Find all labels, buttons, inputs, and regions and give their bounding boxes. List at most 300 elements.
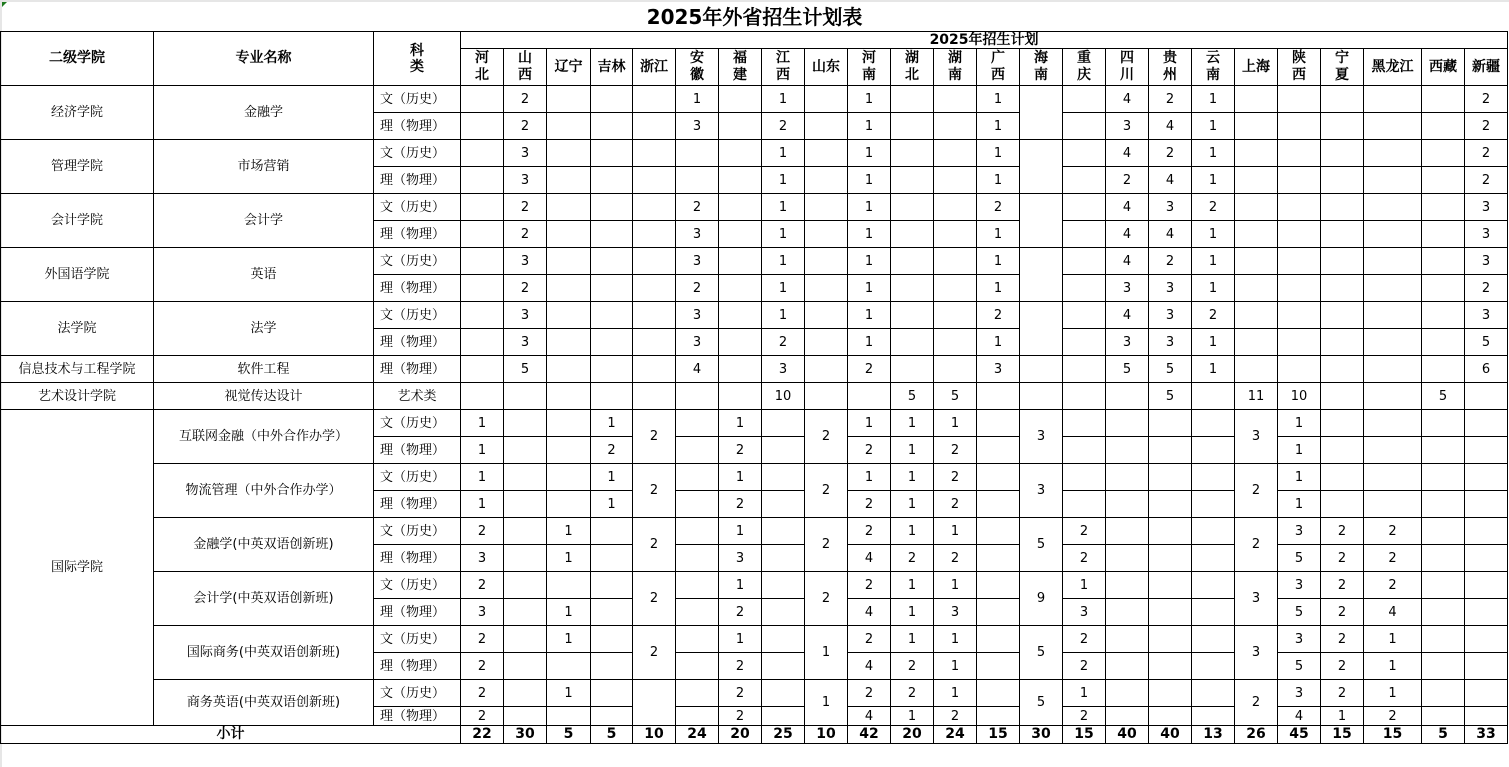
plan-cell [762,599,805,626]
plan-cell: 2 [1321,626,1364,653]
subtotal-cell: 24 [676,726,719,744]
plan-cell [1321,491,1364,518]
plan-cell: 5 [1422,383,1465,410]
plan-cell [1235,302,1278,329]
plan-cell [1364,410,1422,437]
plan-cell [633,167,676,194]
plan-cell [676,626,719,653]
plan-cell [1063,329,1106,356]
plan-cell: 1 [1063,680,1106,707]
plan-cell [934,221,977,248]
plan-cell [676,545,719,572]
plan-cell: 3 [1235,572,1278,626]
category: 理（物理） [374,113,461,140]
plan-cell [934,113,977,140]
header-category: 科类 [374,32,461,86]
college-name: 外国语学院 [1,248,154,302]
major-name: 软件工程 [154,356,374,383]
category: 文（历史） [374,518,461,545]
plan-cell: 2 [1063,626,1106,653]
header-province: 安徽 [676,49,719,86]
plan-cell: 3 [977,356,1020,383]
plan-cell [762,626,805,653]
plan-cell: 1 [591,410,633,437]
plan-cell [504,707,547,726]
header-province: 新疆 [1465,49,1508,86]
plan-cell: 1 [762,275,805,302]
plan-cell: 1 [719,410,762,437]
plan-cell [547,140,591,167]
plan-cell [547,221,591,248]
plan-cell: 1 [977,275,1020,302]
plan-cell: 3 [676,302,719,329]
plan-cell: 2 [1063,518,1106,545]
plan-cell: 4 [848,653,891,680]
plan-cell [1465,707,1508,726]
plan-cell [1106,491,1149,518]
plan-cell [461,329,504,356]
plan-cell [1422,599,1465,626]
plan-cell: 2 [676,194,719,221]
plan-cell: 1 [1278,464,1321,491]
plan-cell: 4 [1278,707,1321,726]
plan-cell [1465,599,1508,626]
plan-cell: 11 [1235,383,1278,410]
plan-cell: 3 [461,545,504,572]
plan-cell [934,275,977,302]
plan-cell [805,356,848,383]
plan-cell [1422,572,1465,599]
plan-cell [1020,248,1063,302]
plan-cell [591,626,633,653]
college-name: 法学院 [1,302,154,356]
category: 文（历史） [374,410,461,437]
plan-cell [504,464,547,491]
plan-cell: 1 [891,518,934,545]
college-name: 信息技术与工程学院 [1,356,154,383]
plan-cell [719,194,762,221]
plan-cell [461,194,504,221]
plan-cell: 1 [1364,680,1422,707]
plan-cell: 1 [934,518,977,545]
plan-cell [504,545,547,572]
plan-cell [1192,491,1235,518]
plan-cell [1321,437,1364,464]
subtotal-cell: 45 [1278,726,1321,744]
plan-cell [1235,275,1278,302]
plan-cell: 2 [1063,545,1106,572]
plan-cell [547,410,591,437]
subtotal-cell: 5 [1422,726,1465,744]
plan-cell: 1 [977,113,1020,140]
plan-cell [461,140,504,167]
plan-cell: 2 [1364,518,1422,545]
plan-cell: 4 [1106,86,1149,113]
plan-cell [1192,383,1235,410]
plan-cell: 1 [1278,410,1321,437]
subtotal-cell: 40 [1149,726,1192,744]
plan-cell: 2 [848,680,891,707]
plan-cell [504,437,547,464]
plan-cell: 2 [719,707,762,726]
plan-cell: 2 [934,545,977,572]
plan-cell [1364,194,1422,221]
plan-cell [1465,545,1508,572]
subtotal-cell: 15 [977,726,1020,744]
plan-cell [977,626,1020,653]
plan-cell [1063,221,1106,248]
plan-cell: 3 [1278,626,1321,653]
plan-cell: 4 [1106,248,1149,275]
plan-cell: 2 [1364,707,1422,726]
plan-cell [977,464,1020,491]
plan-cell [719,383,762,410]
plan-cell [1192,599,1235,626]
plan-cell [1465,491,1508,518]
plan-cell [633,356,676,383]
subtotal-cell: 10 [633,726,676,744]
college-name: 管理学院 [1,140,154,194]
plan-cell: 1 [891,626,934,653]
plan-cell [1422,275,1465,302]
plan-cell: 2 [1465,113,1508,140]
plan-cell: 1 [1192,140,1235,167]
plan-cell: 2 [891,545,934,572]
plan-cell [547,653,591,680]
plan-cell [1422,626,1465,653]
plan-cell [977,680,1020,707]
plan-cell [504,653,547,680]
plan-cell [461,356,504,383]
plan-cell [1192,680,1235,707]
plan-cell [1235,248,1278,275]
category: 文（历史） [374,248,461,275]
plan-cell [461,167,504,194]
plan-cell: 2 [676,275,719,302]
plan-cell [1364,464,1422,491]
plan-cell: 4 [848,545,891,572]
plan-cell [1321,113,1364,140]
plan-cell [547,113,591,140]
plan-cell [977,572,1020,599]
category: 理（物理） [374,167,461,194]
plan-cell [1422,194,1465,221]
plan-cell [547,248,591,275]
plan-cell [762,518,805,545]
plan-cell [1422,464,1465,491]
sheet-title: 2025年外省招生计划表 [646,5,863,29]
plan-cell: 1 [547,518,591,545]
major-name: 市场营销 [154,140,374,194]
plan-cell: 2 [1149,248,1192,275]
plan-cell: 2 [504,194,547,221]
plan-cell: 2 [934,491,977,518]
header-province: 山西 [504,49,547,86]
plan-cell [977,599,1020,626]
category: 理（物理） [374,653,461,680]
table-row [1,464,1508,491]
plan-cell [461,86,504,113]
table-row [1,680,1508,707]
plan-cell [633,113,676,140]
plan-cell [1192,626,1235,653]
plan-cell [1149,410,1192,437]
plan-cell: 1 [547,626,591,653]
plan-cell [676,167,719,194]
plan-cell [719,248,762,275]
plan-cell [1422,329,1465,356]
plan-cell: 1 [1192,167,1235,194]
plan-cell: 3 [676,329,719,356]
major-name: 法学 [154,302,374,356]
plan-cell [1364,437,1422,464]
plan-cell: 4 [1106,221,1149,248]
major-name: 视觉传达设计 [154,383,374,410]
plan-cell: 3 [1063,599,1106,626]
plan-cell [547,194,591,221]
college-name: 经济学院 [1,86,154,140]
plan-cell: 1 [934,626,977,653]
plan-cell: 2 [1106,167,1149,194]
plan-cell [805,113,848,140]
plan-cell [1465,410,1508,437]
plan-cell: 2 [848,437,891,464]
header-province: 云南 [1192,49,1235,86]
category: 文（历史） [374,464,461,491]
plan-cell: 3 [504,329,547,356]
plan-cell [762,680,805,707]
plan-cell: 3 [504,302,547,329]
plan-cell: 2 [1321,680,1364,707]
plan-cell: 5 [1149,383,1192,410]
plan-cell [1192,518,1235,545]
plan-cell [591,572,633,599]
plan-cell [461,221,504,248]
plan-cell [1364,356,1422,383]
college-name: 国际学院 [1,410,154,726]
plan-cell: 2 [1465,275,1508,302]
plan-cell: 3 [1020,410,1063,464]
plan-cell: 2 [977,302,1020,329]
plan-cell [1106,464,1149,491]
plan-cell: 2 [1465,140,1508,167]
enrollment-plan-table [0,31,1508,744]
plan-cell [719,356,762,383]
plan-cell [891,221,934,248]
plan-cell: 1 [977,167,1020,194]
plan-cell: 1 [591,491,633,518]
plan-cell: 2 [762,329,805,356]
plan-cell: 3 [1465,194,1508,221]
plan-cell: 5 [1278,599,1321,626]
plan-cell [1235,356,1278,383]
table-row [1,140,1508,167]
plan-cell: 2 [805,518,848,572]
plan-cell [1321,221,1364,248]
plan-cell [1278,356,1321,383]
subtotal-cell: 15 [1321,726,1364,744]
plan-cell: 1 [719,626,762,653]
plan-cell [977,383,1020,410]
table-row [1,194,1508,221]
plan-cell: 2 [719,599,762,626]
subtotal-cell: 42 [848,726,891,744]
plan-cell: 5 [1020,680,1063,726]
plan-cell [848,383,891,410]
plan-cell [1465,464,1508,491]
plan-cell: 2 [591,437,633,464]
subtotal-cell: 25 [762,726,805,744]
plan-cell [1106,518,1149,545]
plan-cell [891,194,934,221]
plan-cell: 2 [633,626,676,680]
plan-cell: 1 [762,86,805,113]
subtotal-cell: 15 [1364,726,1422,744]
plan-cell [676,464,719,491]
plan-cell [977,437,1020,464]
plan-cell: 2 [934,437,977,464]
plan-cell [1020,356,1063,383]
header-college: 二级学院 [1,32,154,86]
plan-cell [1106,599,1149,626]
plan-cell [891,113,934,140]
plan-cell [719,302,762,329]
plan-cell: 1 [1364,653,1422,680]
plan-cell: 1 [1192,86,1235,113]
plan-cell [504,626,547,653]
plan-cell [591,194,633,221]
plan-cell: 1 [461,491,504,518]
plan-cell [1106,680,1149,707]
category: 文（历史） [374,680,461,707]
plan-cell: 5 [1106,356,1149,383]
header-province: 山东 [805,49,848,86]
plan-cell [547,356,591,383]
plan-cell: 5 [1278,545,1321,572]
plan-cell: 3 [1106,113,1149,140]
plan-cell [676,572,719,599]
plan-cell: 4 [1106,140,1149,167]
plan-cell: 2 [1321,545,1364,572]
plan-cell [805,275,848,302]
plan-cell [591,545,633,572]
plan-cell [1465,626,1508,653]
plan-cell [719,140,762,167]
plan-cell: 1 [848,464,891,491]
plan-cell: 5 [1020,626,1063,680]
college-name: 会计学院 [1,194,154,248]
plan-cell [1422,437,1465,464]
plan-cell [891,275,934,302]
header-province: 四川 [1106,49,1149,86]
plan-cell [591,383,633,410]
plan-cell [1063,86,1106,113]
college-name: 艺术设计学院 [1,383,154,410]
plan-cell [591,248,633,275]
plan-cell [1235,221,1278,248]
subtotal-cell: 26 [1235,726,1278,744]
plan-cell [1364,113,1422,140]
plan-cell [1063,167,1106,194]
plan-cell [1278,329,1321,356]
plan-cell: 2 [805,572,848,626]
plan-cell: 1 [1192,221,1235,248]
plan-cell [805,86,848,113]
plan-cell: 1 [676,86,719,113]
plan-cell: 1 [891,410,934,437]
plan-cell: 1 [977,86,1020,113]
plan-cell [1106,653,1149,680]
plan-cell [504,599,547,626]
plan-cell [1364,248,1422,275]
plan-cell: 4 [676,356,719,383]
plan-cell [1422,545,1465,572]
plan-cell [891,302,934,329]
plan-cell [934,329,977,356]
plan-cell: 2 [891,653,934,680]
subtotal-cell: 20 [891,726,934,744]
plan-cell [891,140,934,167]
plan-cell [719,113,762,140]
plan-cell [1063,302,1106,329]
plan-cell [1149,464,1192,491]
plan-cell [1063,410,1106,437]
plan-cell [1149,545,1192,572]
plan-cell: 2 [1192,302,1235,329]
plan-cell [1063,194,1106,221]
plan-cell [676,680,719,707]
plan-cell [1063,113,1106,140]
plan-cell: 2 [504,113,547,140]
category: 理（物理） [374,221,461,248]
header-province: 河北 [461,49,504,86]
subtotal-row [1,726,1508,744]
plan-cell [1278,167,1321,194]
header-province: 辽宁 [547,49,591,86]
plan-cell: 2 [805,410,848,464]
plan-cell [1235,167,1278,194]
plan-cell: 1 [1321,707,1364,726]
plan-cell [1192,572,1235,599]
category: 文（历史） [374,572,461,599]
plan-cell [504,680,547,707]
plan-cell [591,599,633,626]
plan-cell: 3 [934,599,977,626]
plan-cell: 1 [891,599,934,626]
plan-cell: 1 [977,221,1020,248]
plan-cell [1235,86,1278,113]
plan-cell [1278,248,1321,275]
plan-cell [1321,383,1364,410]
plan-cell [633,140,676,167]
header-province: 黑龙江 [1364,49,1422,86]
plan-cell: 1 [805,680,848,726]
plan-cell: 5 [1465,329,1508,356]
plan-cell [1278,86,1321,113]
header-province: 宁夏 [1321,49,1364,86]
plan-cell: 2 [934,707,977,726]
plan-cell [762,491,805,518]
subtotal-cell: 33 [1465,726,1508,744]
plan-cell [1235,194,1278,221]
plan-cell: 1 [1192,275,1235,302]
plan-cell: 2 [504,275,547,302]
plan-cell: 10 [1278,383,1321,410]
plan-cell: 1 [848,329,891,356]
plan-cell [591,275,633,302]
plan-cell: 1 [977,329,1020,356]
plan-cell: 1 [762,302,805,329]
